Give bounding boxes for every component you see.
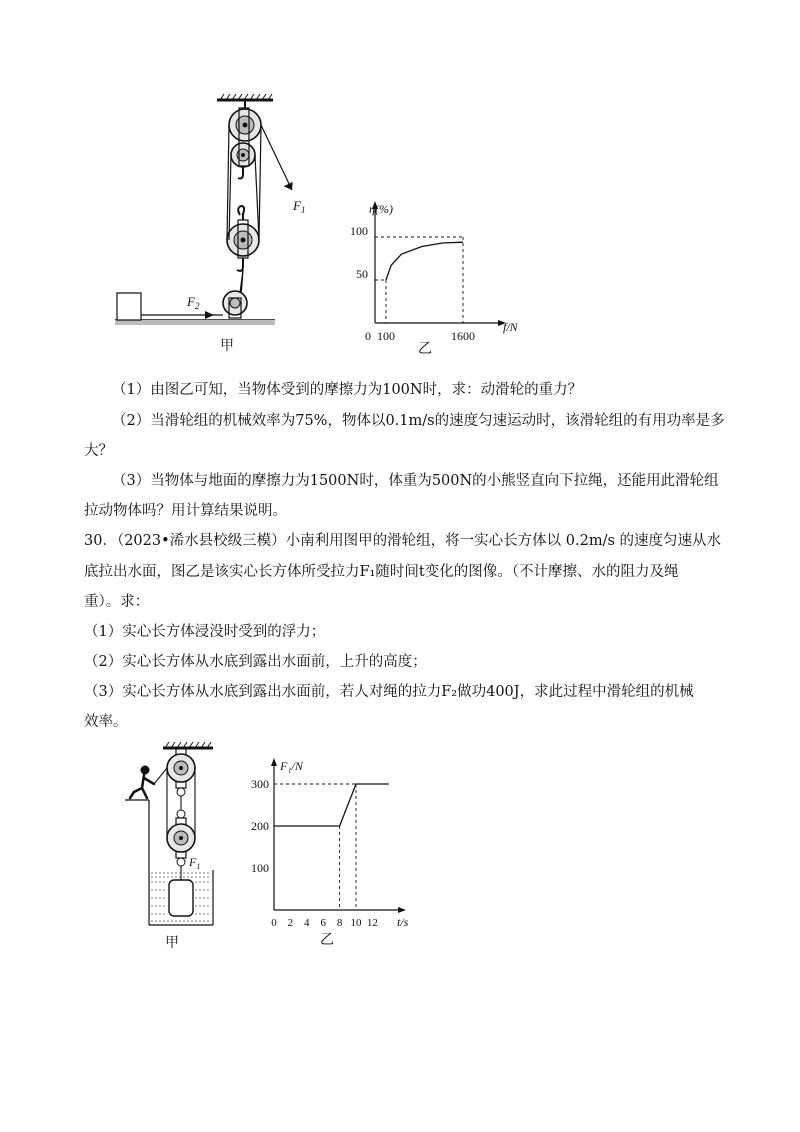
pulley-figure-2 [125,740,245,955]
chart2-xtick-8: 8 [336,917,343,929]
chart1-xtick-100: 100 [377,329,395,343]
q29-part1: （1）由图乙可知，当物体受到的摩擦力为100N时，求：动滑轮的重力？ [112,382,583,398]
chart1-xtick-0: 0 [365,329,371,343]
q29-part3-line2: 拉动物体吗？用计算结果说明。 [84,503,287,519]
chart2-ytick-200: 200 [251,819,269,833]
q30-part2: （2）实心长方体从水底到露出水面前，上升的高度； [84,654,427,670]
chart2-xtick-12: 12 [366,917,378,929]
chart2-caption: 乙 [320,933,334,948]
chart2-ylabel: F₁/N [280,759,303,773]
chart2-xtick-6: 6 [320,917,326,929]
chart2-xtick-4: 4 [304,917,310,929]
chart2-xtick-2: 2 [287,917,294,929]
chart1-ytick-100: 100 [350,224,368,238]
chart1-ytick-50: 50 [356,267,368,281]
q30-stem-line1: 30．（2023•浠水县校级三模）小南利用图甲的滑轮组，将一实心长方体以 0.2m/s 的速度匀速从水 [84,533,722,549]
cuboid-block [169,880,193,916]
chart2-ytick-100: 100 [251,861,269,875]
figure2-caption-jia: 甲 [165,936,179,951]
chart1-xlabel: f/N [503,320,518,334]
block [117,293,141,320]
q29-part2-line2: 大？ [84,443,113,459]
chart2-xtick-10: 10 [350,917,362,929]
chart1-xtick-1600: 1600 [451,329,475,343]
q29-part3-line1: （3）当物体与地面的摩擦力为1500N时，体重为500N的小熊竖直向下拉绳，还能用此滑轮组 [112,473,719,489]
chart2-xlabel: t/s [397,915,409,929]
chart1-ylabel: η(%) [369,202,393,216]
q29-part2-line1: （2）当滑轮组的机械效率为75%，物体以0.1m/s的速度匀速运动时，该滑轮组的有用功率是多 [112,413,725,429]
force-time-chart [232,752,412,952]
chart2-xtick-0: 0 [271,917,277,929]
chart1-caption: 乙 [418,342,432,355]
fixed-pulley-small [231,143,255,167]
force-f1-label-2: $F_1$ [189,855,201,871]
chart2-series-line [274,784,389,826]
ground-pulley [223,291,247,318]
fixed-pulley [167,748,195,796]
q30-part3-line1: （3）实心长方体从水底到露出水面前，若人对绳的拉力F₂做功400J，求此过程中滑轮组的机械 [84,684,694,700]
pulley-figure-1 [110,90,310,355]
fixed-pulley-large [229,109,261,141]
q30-part3-line2: 效率。 [84,714,128,730]
force-f1-label: $F_1$ [293,198,306,215]
moving-pulley-large [227,224,259,256]
force-f2-label: $F_2$ [187,294,200,311]
q30-part1: （1）实心长方体浸没时受到的浮力； [84,624,326,640]
figure-caption-jia: 甲 [220,339,234,354]
q30-stem-line2: 底拉出水面，图乙是该实心长方体所受拉力F₁随时间t变化的图像。（不计摩擦、水的阻力及绳 [84,564,679,580]
person-figure [130,766,154,799]
efficiency-chart [330,195,520,355]
q30-stem-line3: 重）。求： [84,594,150,610]
chart2-ytick-300: 300 [251,777,269,791]
chart1-series-line [386,242,463,280]
